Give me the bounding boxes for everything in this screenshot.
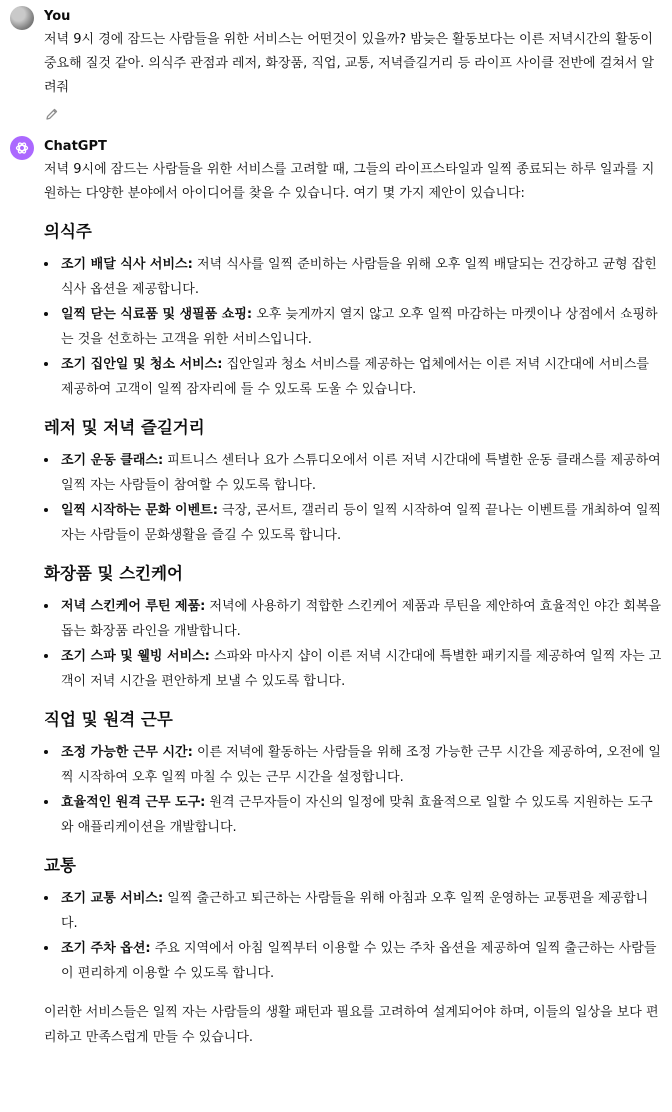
section-heading: 교통 (44, 856, 76, 875)
section-list (44, 594, 664, 694)
assistant-message (0, 136, 672, 1050)
assistant-sections (44, 220, 664, 986)
item-title: 조기 운동 클래스: (61, 453, 164, 468)
item-title: 조기 배달 식사 서비스: (61, 257, 193, 272)
section-list (44, 740, 664, 840)
section-list (44, 252, 664, 402)
item-text: 극장, 콘서트, 갤러리 등이 일찍 시작하여 일찍 끝나는 이벤트를 개최하여 일찍 자는 사람들이 문화생활을 즐길 수 있도록 합니다. (61, 503, 661, 543)
list-item (55, 644, 664, 694)
item-title: 조기 스파 및 웰빙 서비스: (61, 649, 210, 664)
item-title: 조기 주차 옵션: (61, 941, 151, 956)
item-text: 일찍 출근하고 퇴근하는 사람들을 위해 아침과 오후 일찍 운영하는 교통편을 제공합니다. (61, 891, 649, 931)
list-item (55, 886, 664, 936)
assistant-closing: 이러한 서비스들은 일찍 자는 사람들의 생활 패턴과 필요를 고려하여 설계되어야 하며, 이들의 일상을 보다 편리하고 만족스럽게 만들 수 있습니다. (44, 1005, 659, 1045)
item-text: 이른 저녁에 활동하는 사람들을 위해 조정 가능한 근무 시간을 제공하여, 오전에 일찍 시작하여 오후 일찍 마칠 수 있는 근무 시간을 설정합니다. (61, 745, 661, 785)
item-title: 일찍 닫는 식료품 및 생필품 쇼핑: (61, 307, 253, 322)
user-message (0, 6, 672, 122)
list-item (55, 740, 664, 790)
user-name: You (44, 9, 71, 24)
item-title: 효율적인 원격 근무 도구: (61, 795, 206, 810)
list-item (55, 252, 664, 302)
item-title: 일찍 시작하는 문화 이벤트: (61, 503, 218, 518)
list-item (55, 498, 664, 548)
item-title: 조정 가능한 근무 시간: (61, 745, 193, 760)
list-item (55, 594, 664, 644)
edit-icon[interactable] (44, 106, 60, 122)
item-text: 저녁 식사를 일찍 준비하는 사람들을 위해 오후 일찍 배달되는 건강하고 균형 잡힌 식사 옵션을 제공합니다. (61, 257, 657, 297)
list-item (55, 936, 664, 986)
section-heading: 직업 및 원격 근무 (44, 710, 173, 729)
assistant-name: ChatGPT (44, 139, 107, 154)
item-title: 조기 집안일 및 청소 서비스: (61, 357, 223, 372)
list-item (55, 352, 664, 402)
user-message-text: 저녁 9시 경에 잠드는 사람들을 위한 서비스는 어떤것이 있을까? 밤늦은 활동보다는 이른 저녁시간의 활동이 중요해 질것 같아. 의식주 관점과 레저, 화장품, 직업, 교통, 저녁즐길거리 등 라이프 사이클 전반에 걸쳐서 알려줘 (44, 32, 655, 95)
item-text: 집안일과 청소 서비스를 제공하는 업체에서는 이른 저녁 시간대에 서비스를 제공하여 고객이 일찍 잠자리에 들 수 있도록 도울 수 있습니다. (61, 357, 649, 397)
list-item (55, 448, 664, 498)
section-heading: 화장품 및 스킨케어 (44, 564, 184, 583)
assistant-intro: 저녁 9시에 잠드는 사람들을 위한 서비스를 고려할 때, 그들의 라이프스타일과 일찍 종료되는 하루 일과를 지원하는 다양한 분야에서 아이디어를 찾을 수 있습니다. 여기 몇 가지 제안이 있습니다: (44, 162, 655, 201)
item-text: 원격 근무자들이 자신의 일정에 맞춰 효율적으로 일할 수 있도록 지원하는 도구와 애플리케이션을 개발합니다. (61, 795, 653, 835)
section-list (44, 448, 664, 548)
item-text: 스파와 마사지 샵이 이른 저녁 시간대에 특별한 패키지를 제공하여 일찍 자는 고객이 저녁 시간을 편안하게 보낼 수 있도록 합니다. (61, 649, 662, 689)
section-heading: 의식주 (44, 222, 92, 241)
list-item (55, 790, 664, 840)
item-title: 저녁 스킨케어 루틴 제품: (61, 599, 206, 614)
section-list (44, 886, 664, 986)
item-text: 오후 늦게까지 열지 않고 오후 일찍 마감하는 마켓이나 상점에서 쇼핑하는 것을 선호하는 고객을 위한 서비스입니다. (61, 307, 658, 347)
user-avatar (10, 6, 34, 30)
list-item (55, 302, 664, 352)
section-heading: 레저 및 저녁 즐길거리 (44, 418, 205, 437)
item-text: 피트니스 센터나 요가 스튜디오에서 이른 저녁 시간대에 특별한 운동 클래스를 제공하여 일찍 자는 사람들이 참여할 수 있도록 합니다. (61, 453, 661, 493)
item-text: 저녁에 사용하기 적합한 스킨케어 제품과 루틴을 제안하여 효율적인 야간 회복을 돕는 화장품 라인을 개발합니다. (61, 599, 662, 639)
chatgpt-logo-icon (10, 136, 34, 160)
item-title: 조기 교통 서비스: (61, 891, 164, 906)
item-text: 주요 지역에서 아침 일찍부터 이용할 수 있는 주차 옵션을 제공하여 일찍 출근하는 사람들이 편리하게 이용할 수 있도록 합니다. (61, 941, 657, 981)
